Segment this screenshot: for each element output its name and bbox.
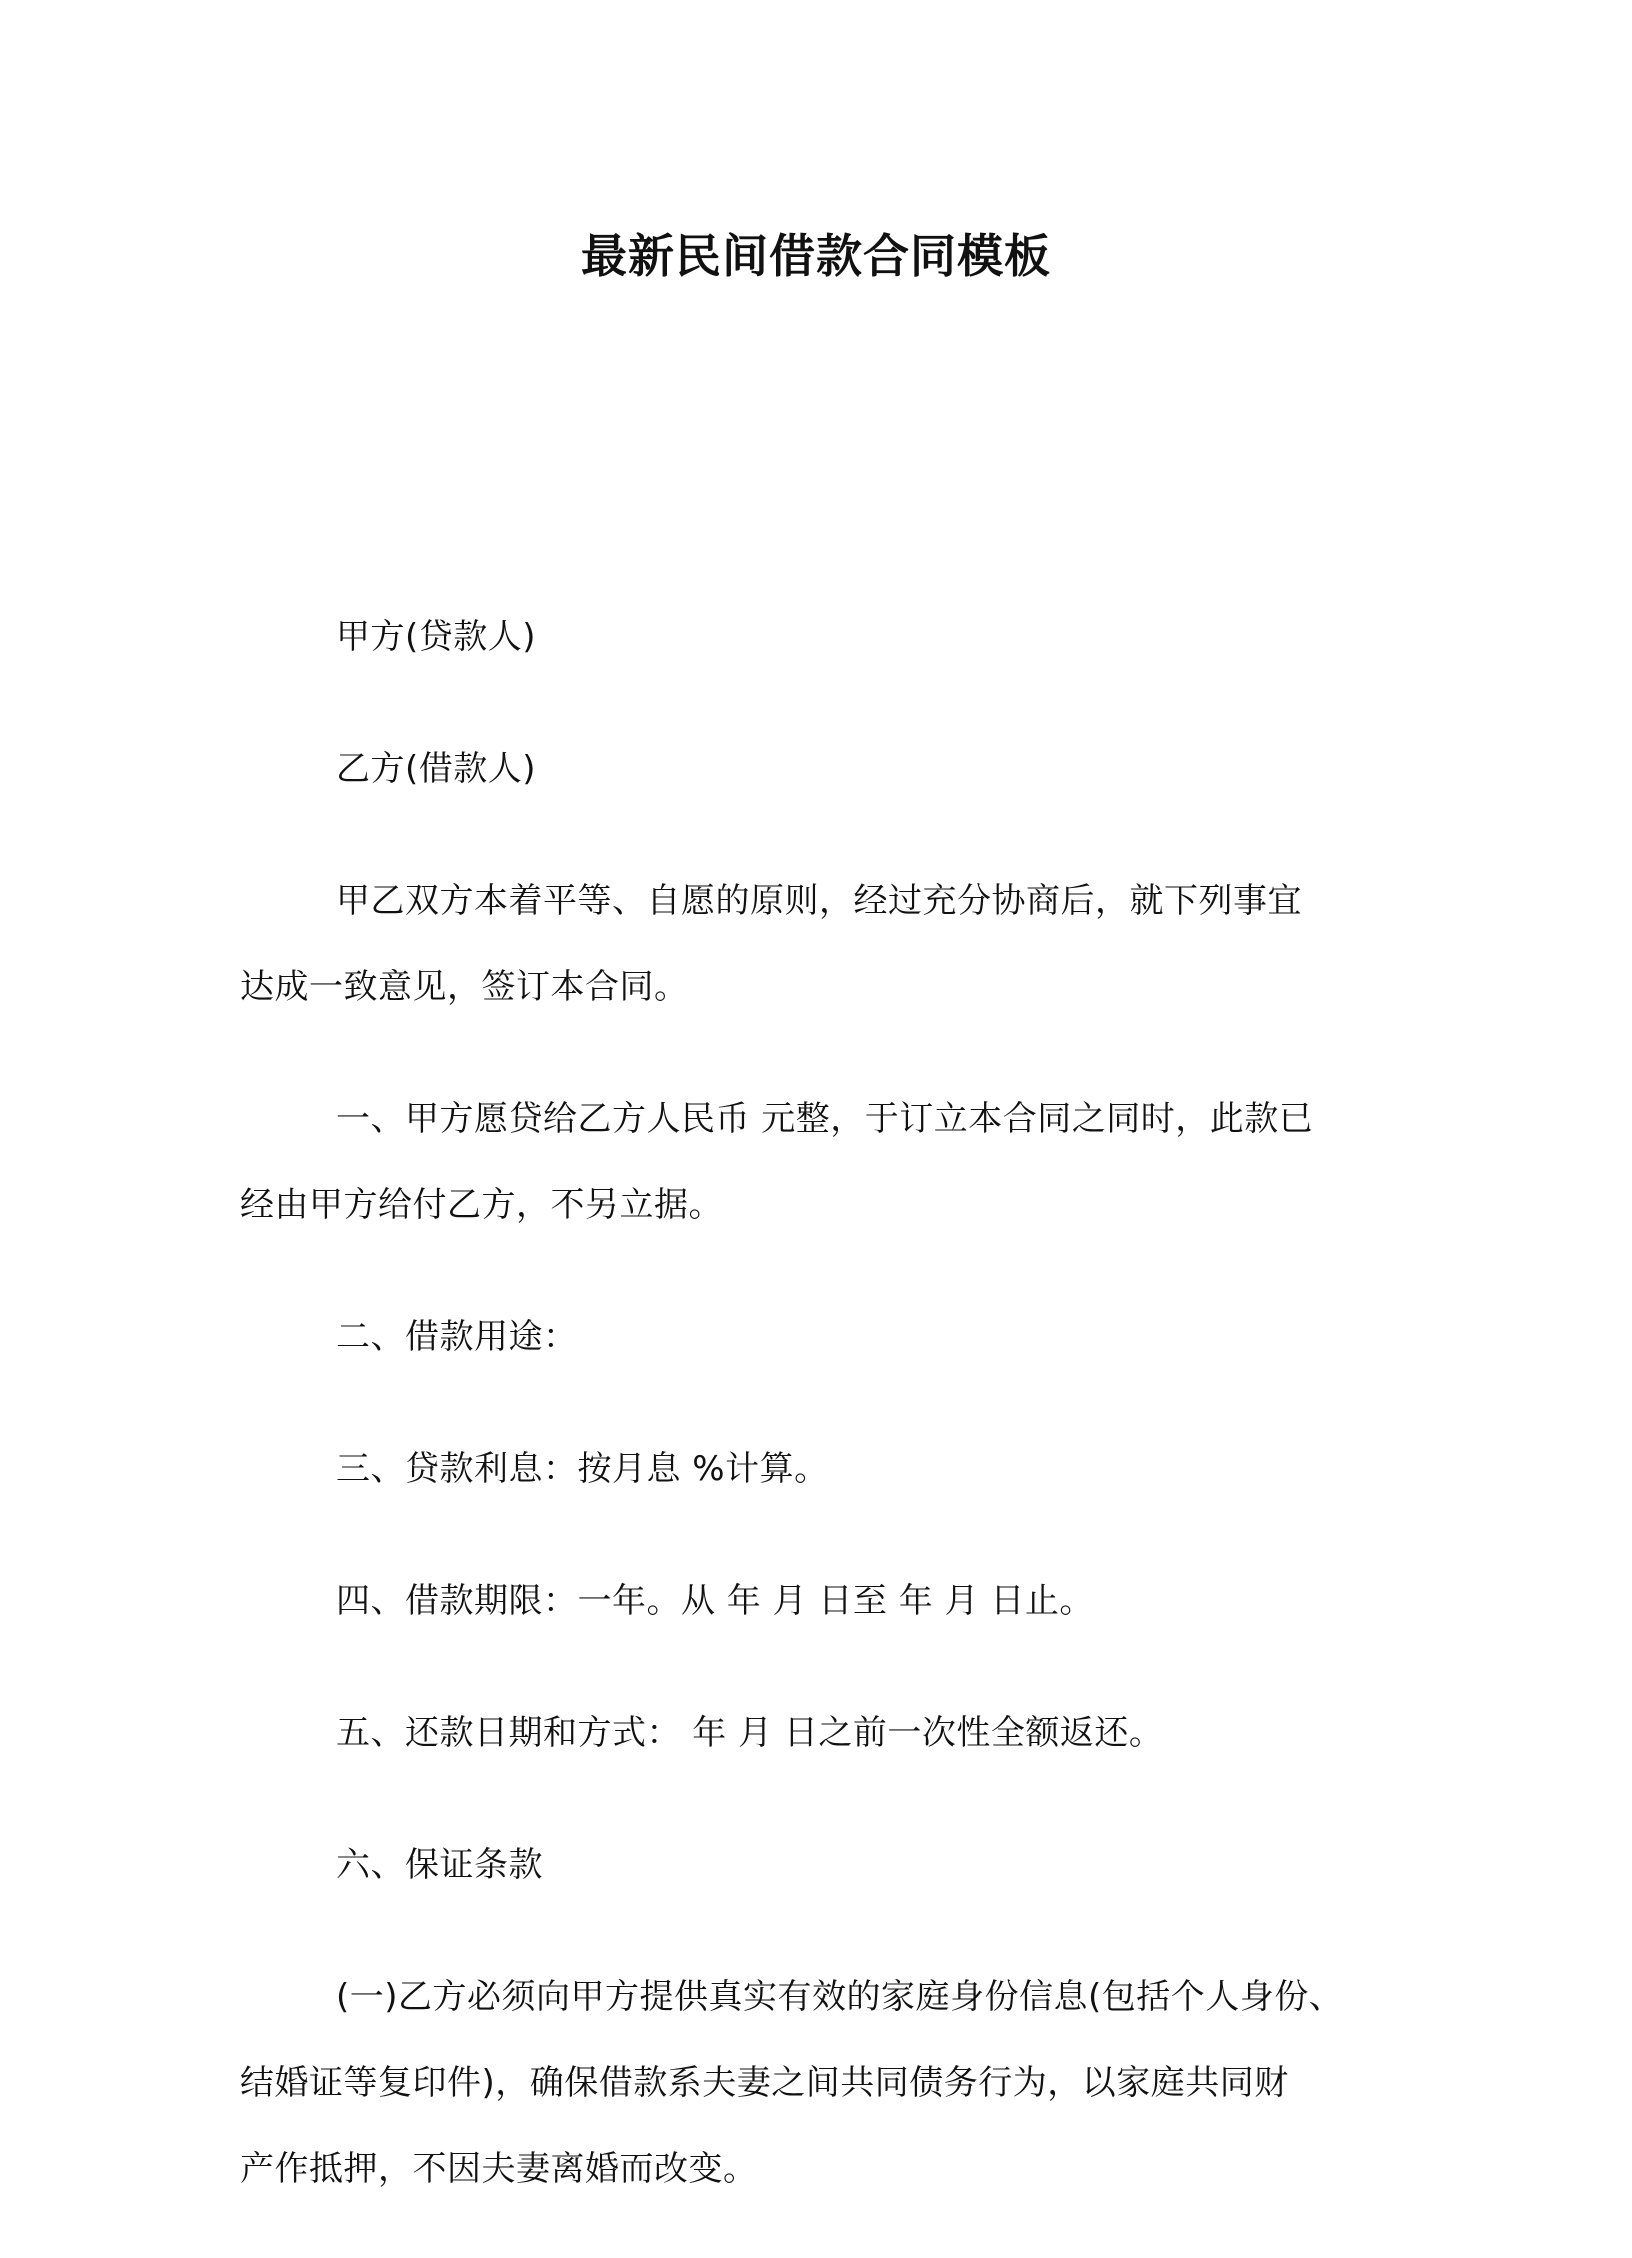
clause-4-term xyxy=(240,1558,1400,1644)
text-line: 六、保证条款 xyxy=(336,1845,543,1885)
text-line: 二、借款用途： xyxy=(336,1317,578,1357)
clause-5-repayment xyxy=(240,1690,1400,1776)
text-line: (一)乙方必须向甲方提供真实有效的家庭身份信息(包括个人身份、 xyxy=(336,1977,1344,2017)
document-title: 最新民间借款合同模板 xyxy=(581,229,1051,283)
clause-2-loan-purpose xyxy=(240,1294,1400,1380)
text-line: 产作抵押，不因夫妻离婚而改变。 xyxy=(240,2149,758,2189)
party-b-line xyxy=(240,726,1400,812)
clause-6-guarantee-heading xyxy=(240,1822,1400,1908)
document-body xyxy=(240,594,1400,2258)
text-line: 结婚证等复印件)，确保借款系夫妻之间共同债务行为，以家庭共同财 xyxy=(240,2063,1289,2103)
text-line: 四、借款期限：一年。从 年 月 日至 年 月 日止。 xyxy=(336,1581,1094,1621)
text-line: 达成一致意见，签订本合同。 xyxy=(240,967,689,1007)
text-line: 五、还款日期和方式： 年 月 日之前一次性全额返还。 xyxy=(336,1713,1164,1753)
text-line: 三、贷款利息：按月息 %计算。 xyxy=(336,1449,829,1489)
text-line: 一、甲方愿贷给乙方人民币 元整，于订立本合同之同时，此款已 xyxy=(336,1099,1314,1139)
text-line: 乙方(借款人) xyxy=(336,749,537,789)
clause-3-interest xyxy=(240,1426,1400,1512)
clause-6-1-paragraph xyxy=(240,1954,1400,2212)
text-line: 经由甲方给付乙方，不另立据。 xyxy=(240,1185,723,1225)
party-a-line xyxy=(240,594,1400,680)
clause-1-loan-amount xyxy=(240,1076,1400,1248)
text-line: 甲乙双方本着平等、自愿的原则，经过充分协商后，就下列事宜 xyxy=(336,881,1302,921)
text-line: 甲方(贷款人) xyxy=(336,617,537,657)
preamble-paragraph xyxy=(240,858,1400,1030)
